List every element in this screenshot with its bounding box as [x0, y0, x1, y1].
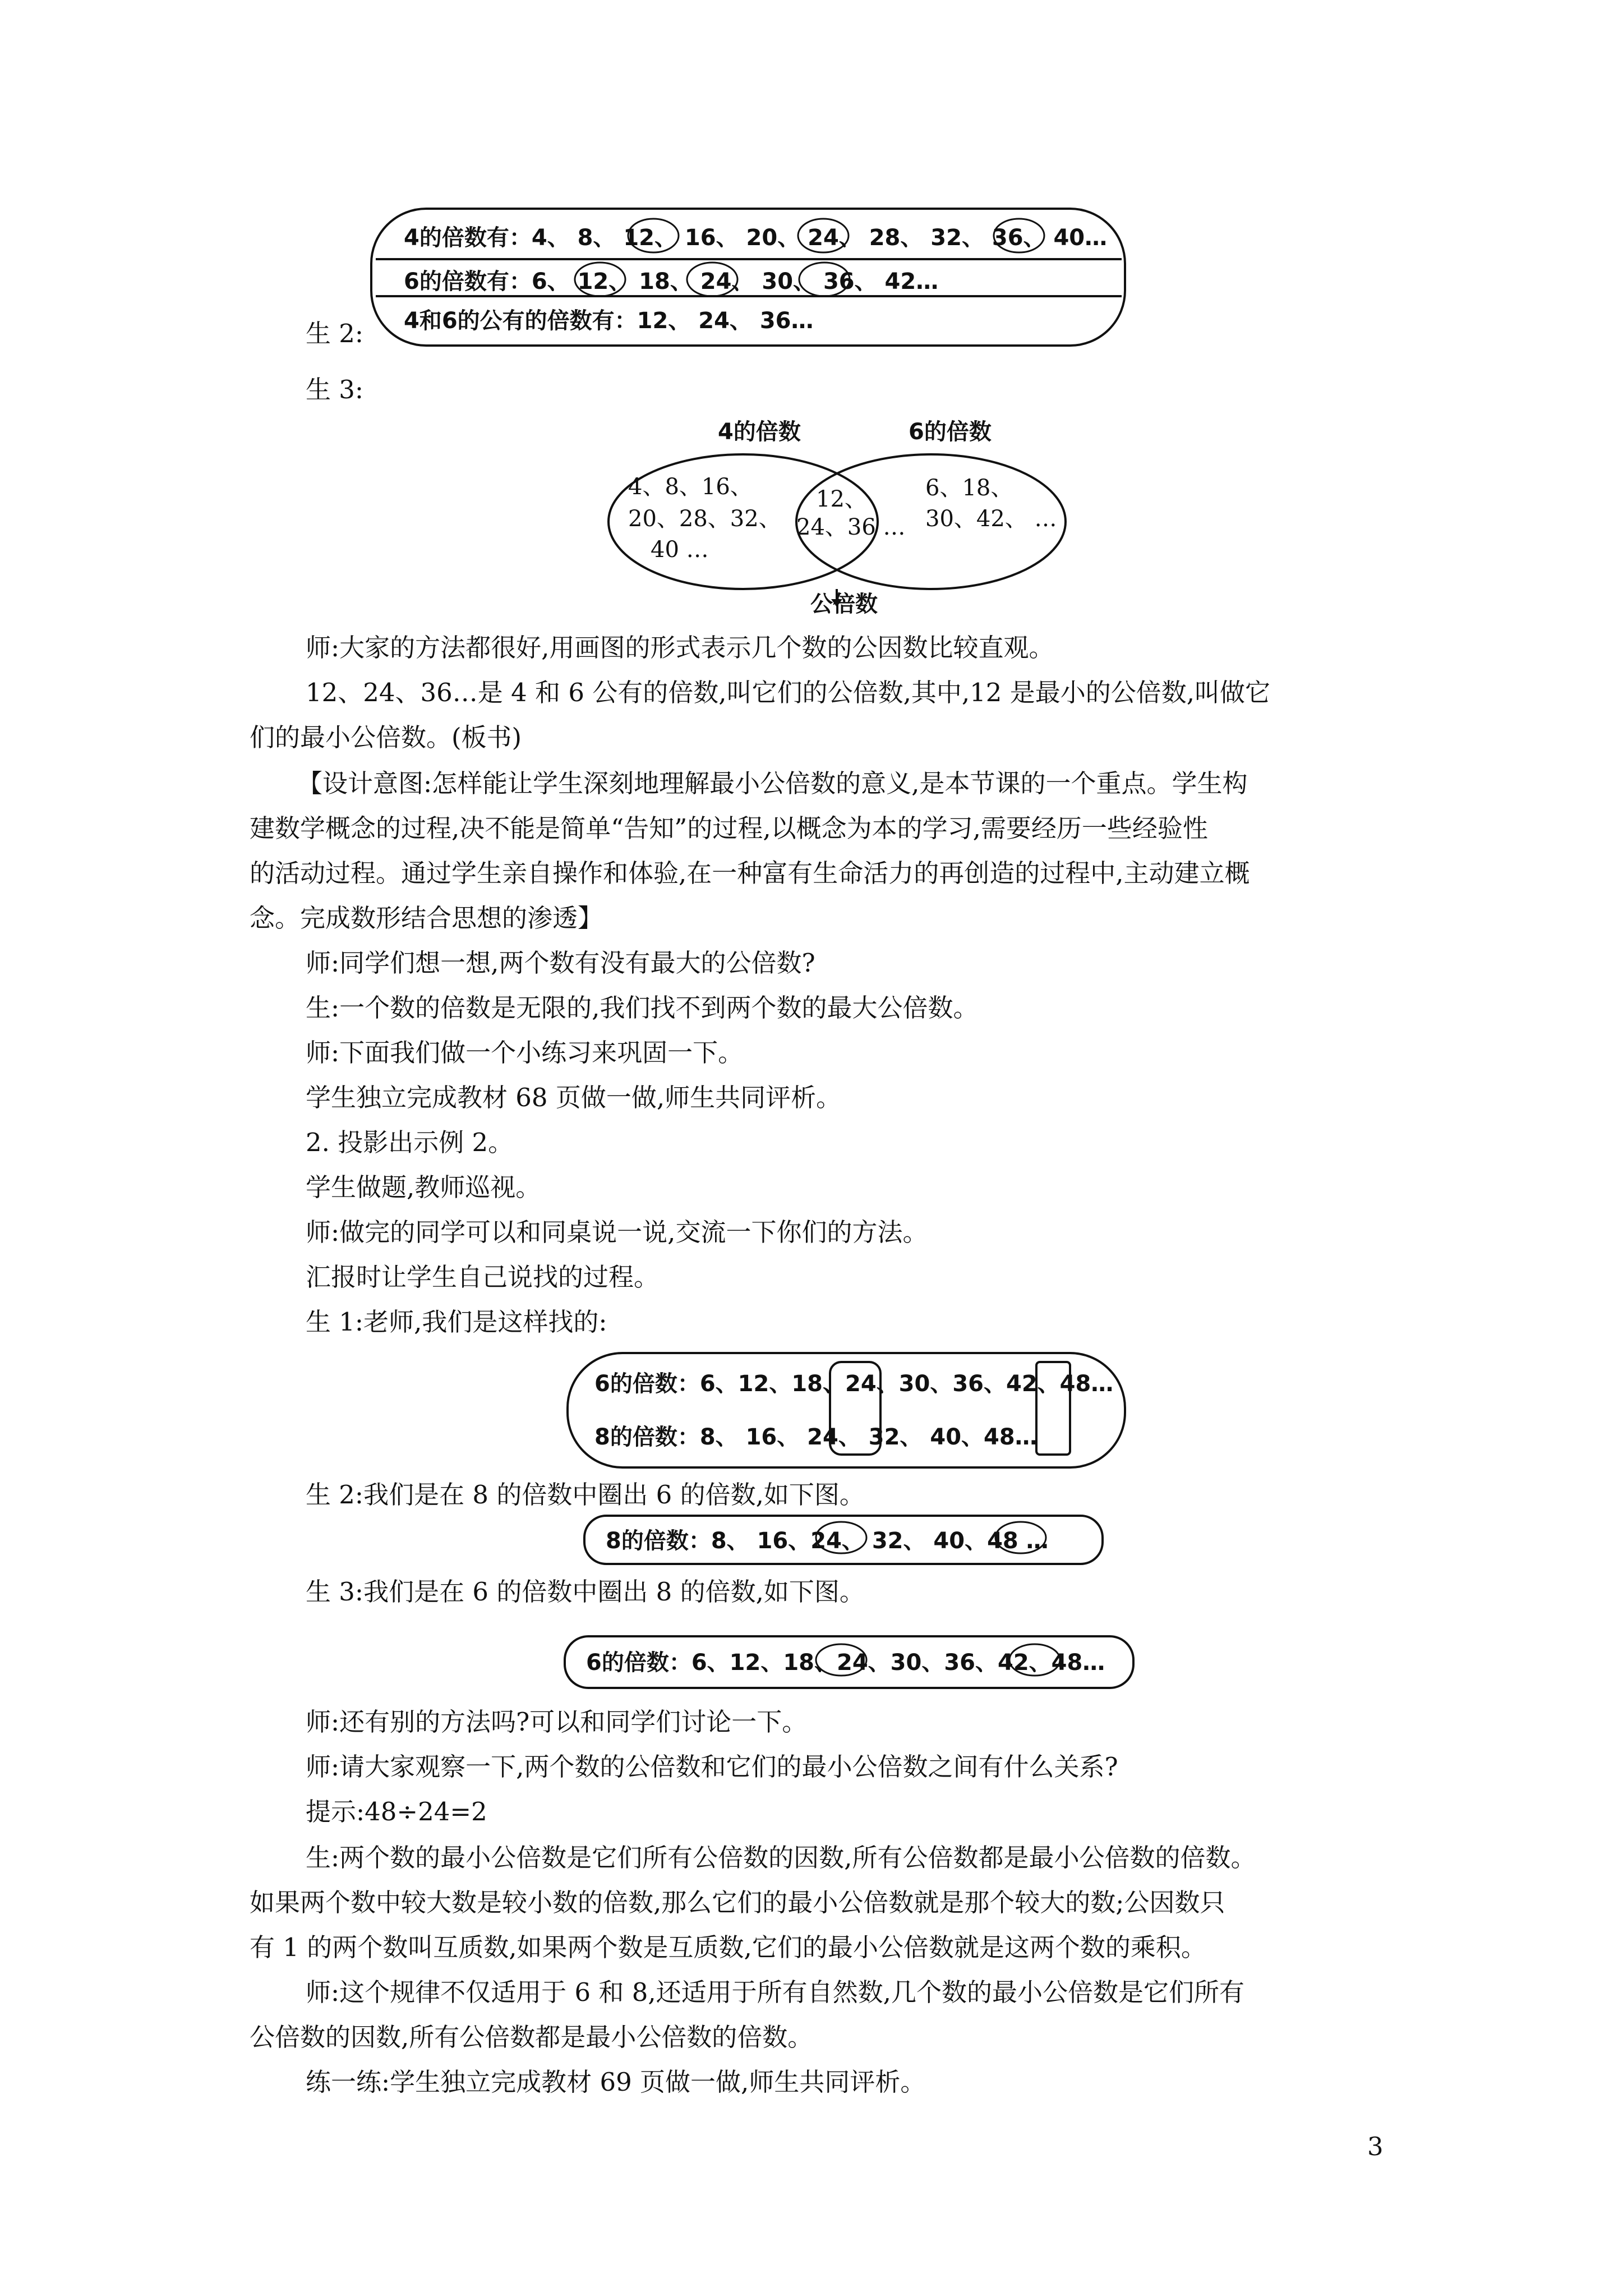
- paragraph-18b: 如果两个数中较大数是较小数的倍数,那么它们的最小公倍数就是那个较大的数;公因数只: [250, 1888, 1225, 1917]
- paragraph-6: 师:下面我们做一个小练习来巩固一下。: [306, 1038, 744, 1068]
- paragraph-3b: 建数学概念的过程,决不能是简单“告知”的过程,以概念为本的学习,需要经历一些经验性: [250, 813, 1208, 843]
- paragraph-3a: 【设计意图:怎样能让学生深刻地理解最小公倍数的意义,是本节课的一个重点。学生构: [297, 769, 1248, 798]
- paragraph-7: 学生独立完成教材 68 页做一做,师生共同评析。: [306, 1083, 842, 1112]
- figure-1-row-6: 6的倍数有：6、 12、 18、 24、 30、 36、 42…: [404, 269, 939, 295]
- paragraph-18a: 生:两个数的最小公倍数是它们所有公倍数的因数,所有公倍数都是最小公倍数的倍数。: [306, 1843, 1256, 1872]
- figure-2-row-6: 6的倍数：6、12、18、24、30、36、42、48…: [594, 1371, 1114, 1397]
- paragraph-19b: 公倍数的因数,所有公倍数都是最小公倍数的倍数。: [250, 2022, 813, 2052]
- figure-3-row: 8的倍数：8、 16、24、 32、 40、48 …: [606, 1528, 1049, 1554]
- venn-left-title: 4的倍数: [718, 419, 801, 445]
- paragraph-1: 师:大家的方法都很好,用画图的形式表示几个数的公因数比较直观。: [306, 633, 1054, 662]
- figure-1-row-common: 4和6的公有的倍数有：12、 24、 36…: [404, 308, 814, 334]
- venn-left-line-1: 4、8、16、: [628, 474, 753, 500]
- figure-4-circle-marks: [0, 1635, 1623, 1688]
- figure-4-row: 6的倍数：6、12、18、24、30、36、42、48…: [586, 1650, 1105, 1676]
- paragraph-2a: 12、24、36…是 4 和 6 公有的倍数,叫它们的公倍数,其中,12 是最小的公倍数,叫做它: [306, 678, 1271, 707]
- paragraph-3c: 的活动过程。通过学生亲自操作和体验,在一种富有生命活力的再创造的过程中,主动建立概: [250, 858, 1250, 888]
- paragraph-9: 学生做题,教师巡视。: [306, 1172, 541, 1202]
- paragraph-8: 2. 投影出示例 2。: [306, 1128, 514, 1157]
- venn-center-line-2: 24、36 …: [796, 514, 906, 540]
- figure-2-row-8: 8的倍数：8、 16、 24、 32、 40、48…: [594, 1424, 1038, 1450]
- venn-label: 生 3:: [306, 375, 364, 404]
- paragraph-16: 师:请大家观察一下,两个数的公倍数和它们的最小公倍数之间有什么关系?: [306, 1752, 1118, 1782]
- venn-left-line-2: 20、28、32、: [628, 506, 781, 532]
- figure-1-circle-marks: [0, 0, 1623, 393]
- paragraph-14: 生 3:我们是在 6 的倍数中圈出 8 的倍数,如下图。: [306, 1577, 865, 1607]
- paragraph-11: 汇报时让学生自己说找的过程。: [306, 1262, 660, 1292]
- paragraph-3d: 念。完成数形结合思想的渗透】: [250, 903, 603, 933]
- venn-bottom-label: 公倍数: [810, 591, 878, 617]
- figure-1-row-4: 4的倍数有：4、 8、 12、 16、 20、 24、 28、 32、 36、 40…: [404, 225, 1108, 251]
- venn-left-line-3: 40 …: [651, 537, 709, 563]
- paragraph-19a: 师:这个规律不仅适用于 6 和 8,还适用于所有自然数,几个数的最小公倍数是它们所有: [306, 1977, 1244, 2007]
- paragraph-5: 生:一个数的倍数是无限的,我们找不到两个数的最大公倍数。: [306, 993, 979, 1023]
- paragraph-13: 生 2:我们是在 8 的倍数中圈出 6 的倍数,如下图。: [306, 1480, 865, 1510]
- venn-right-title: 6的倍数: [909, 419, 992, 445]
- venn-center-line-1: 12、: [816, 486, 867, 512]
- venn-right-line-2: 30、42、 …: [925, 506, 1057, 532]
- paragraph-2b: 们的最小公倍数。(板书): [250, 723, 522, 752]
- paragraph-4: 师:同学们想一想,两个数有没有最大的公倍数?: [306, 948, 815, 978]
- paragraph-12: 生 1:老师,我们是这样找的:: [306, 1307, 607, 1337]
- figure-2-box-marks: [0, 1346, 1623, 1481]
- paragraph-18c: 有 1 的两个数叫互质数,如果两个数是互质数,它们的最小公倍数就是这两个数的乘积。: [250, 1932, 1206, 1962]
- page-number: 3: [1367, 2132, 1384, 2161]
- paragraph-20: 练一练:学生独立完成教材 69 页做一做,师生共同评析。: [306, 2067, 926, 2097]
- figure-1-label: 生 2:: [306, 319, 364, 348]
- paragraph-10: 师:做完的同学可以和同桌说一说,交流一下你们的方法。: [306, 1217, 928, 1247]
- paragraph-15: 师:还有别的方法吗?可以和同学们讨论一下。: [306, 1707, 808, 1737]
- venn-right-line-1: 6、18、: [925, 475, 1013, 501]
- figure-3-circle-marks: [0, 1515, 1623, 1565]
- paragraph-17: 提示:48÷24=2: [306, 1797, 487, 1826]
